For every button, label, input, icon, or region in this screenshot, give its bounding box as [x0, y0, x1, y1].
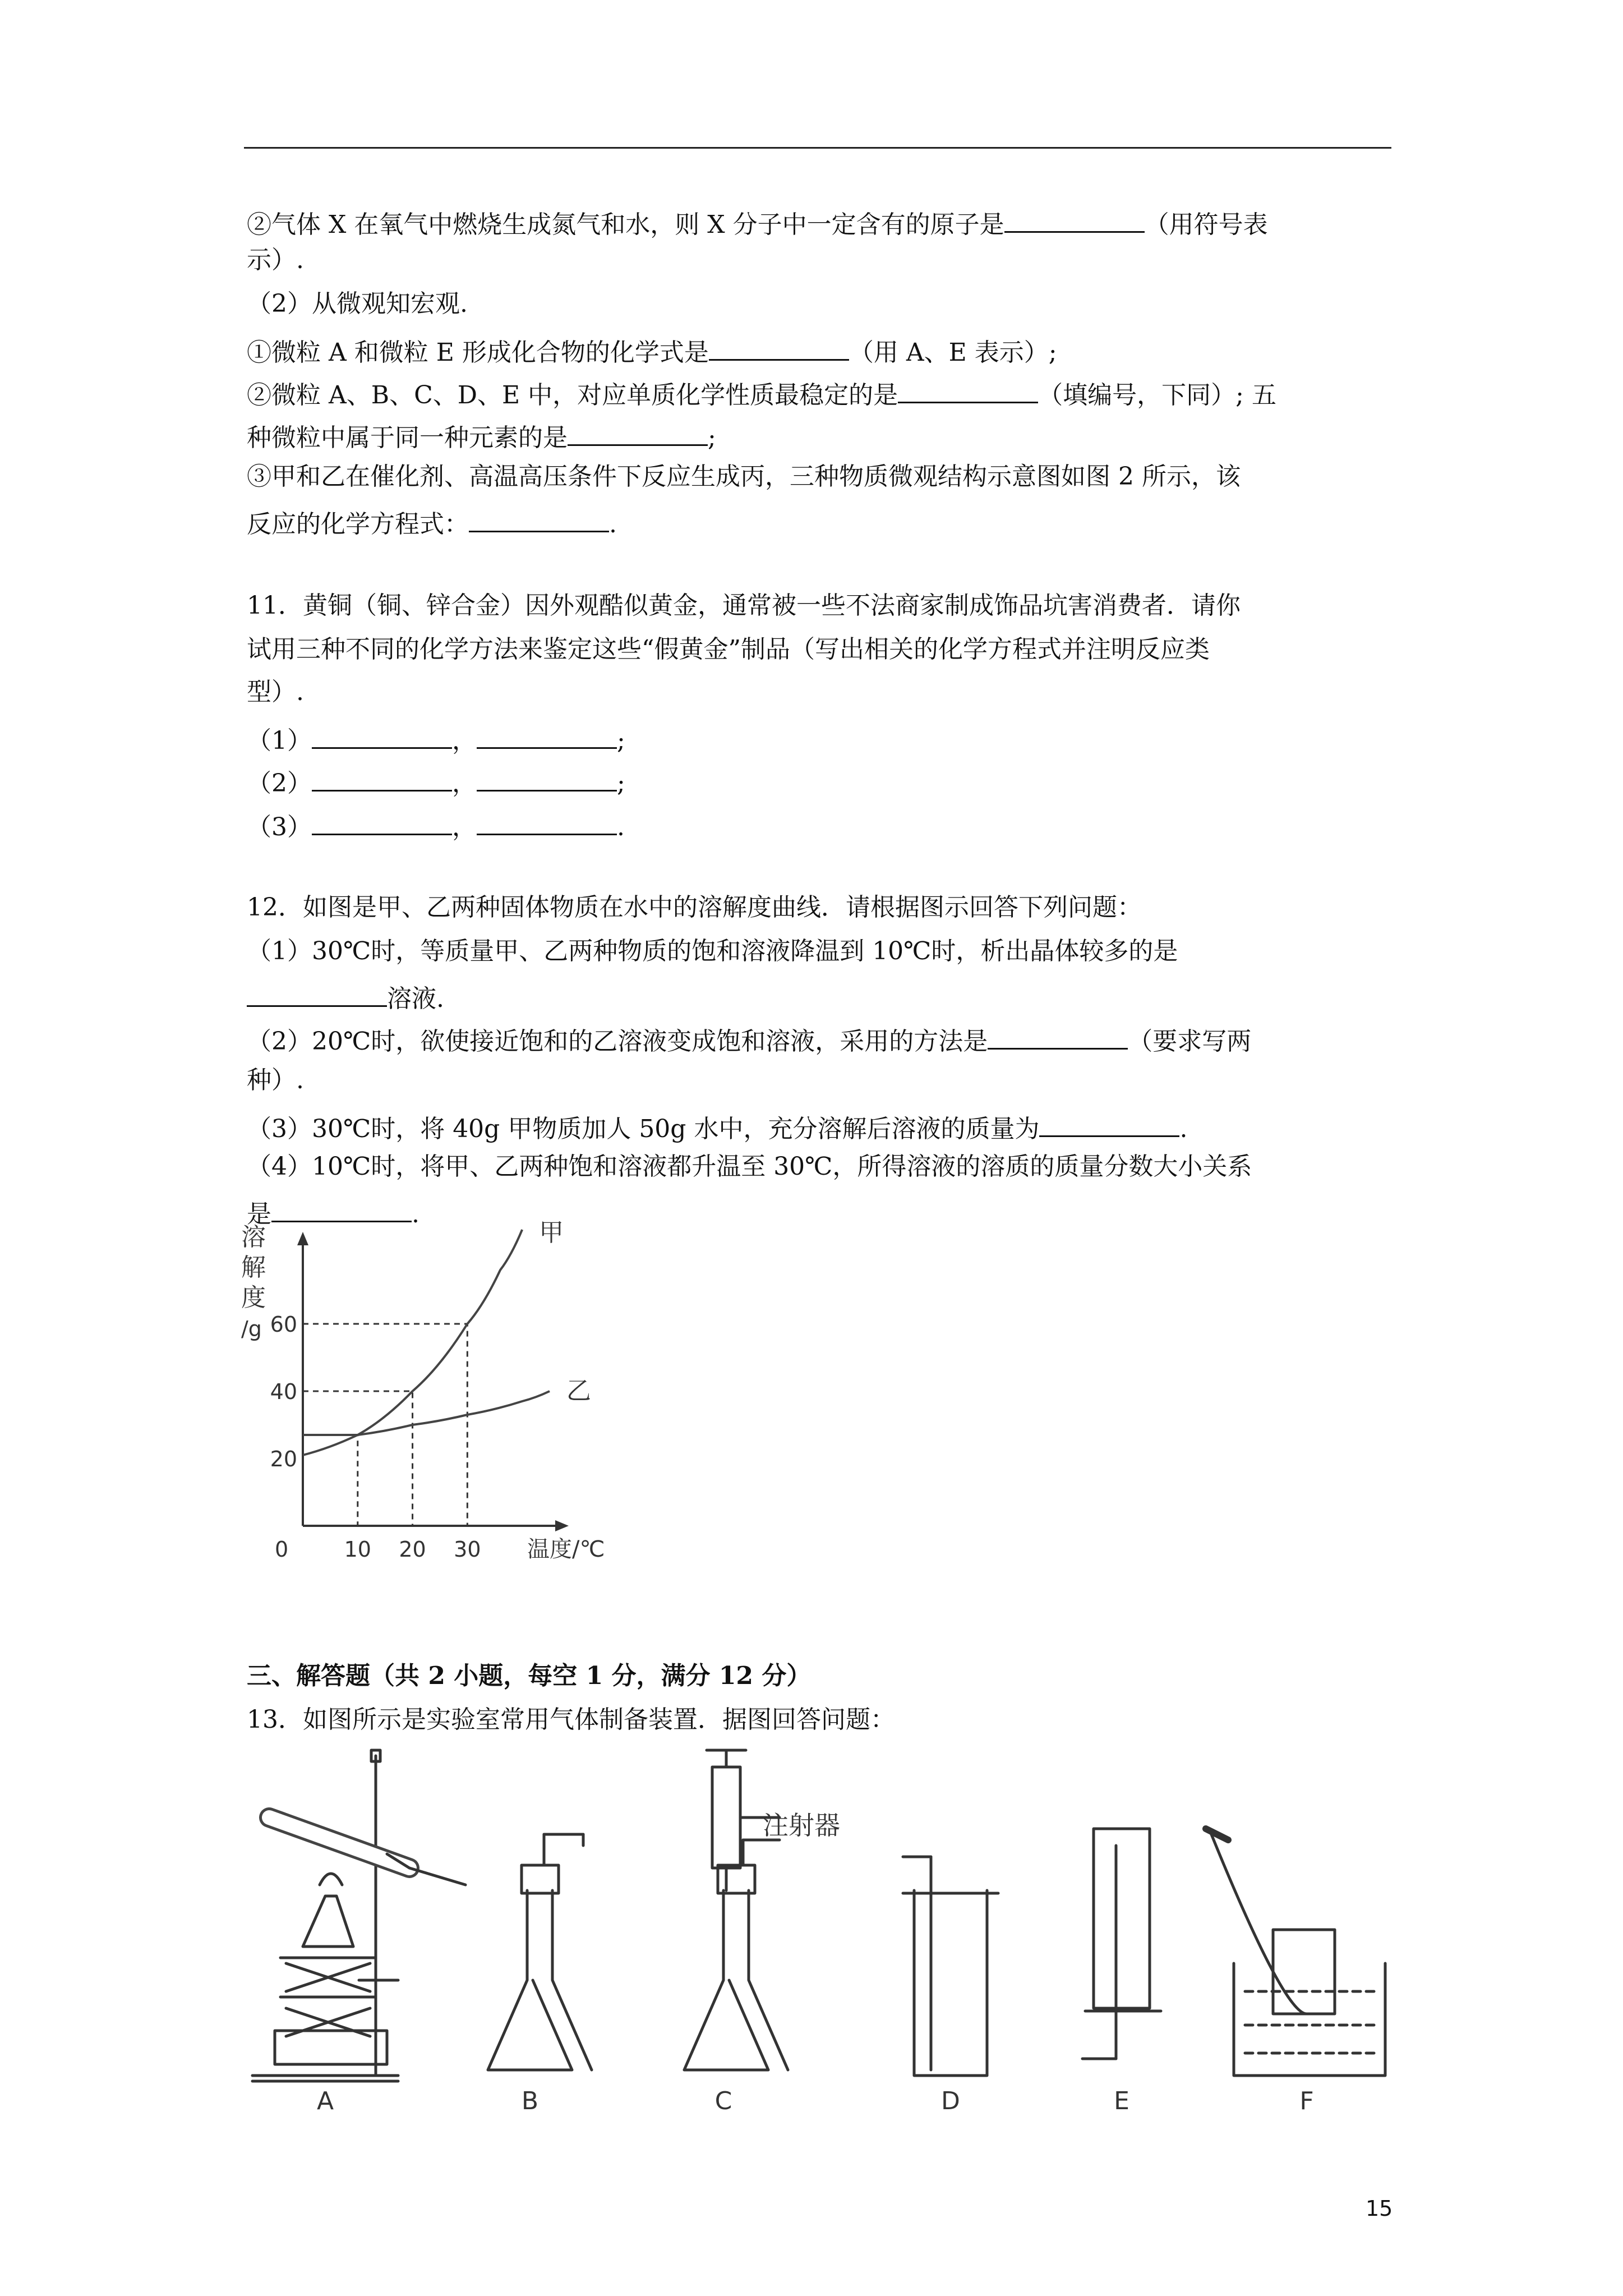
q10-line-7: ③甲和乙在催化剂、高温高压条件下反应生成丙，三种物质微观结构示意图如图 2 所示，该 [247, 462, 1241, 491]
answer-blank[interactable] [898, 374, 1038, 403]
q10-line-6: 种微粒中属于同一种元素的是 ; [247, 416, 716, 455]
y-tick-label: 60 [270, 1312, 297, 1337]
q11-answer-1: （1） ， ; [247, 719, 625, 758]
q11-answer-3: （3） ， . [247, 806, 625, 844]
answer-blank[interactable] [477, 806, 617, 835]
answer-blank[interactable] [477, 719, 617, 749]
apparatus-label-c: C [714, 2087, 732, 2115]
apparatus-f [1206, 1829, 1385, 2076]
x-axis-arrow [555, 1520, 569, 1531]
q10-line-8: 反应的化学方程式： . [247, 503, 617, 541]
answer-blank[interactable] [1039, 1107, 1179, 1137]
apparatus-c [684, 1750, 788, 2070]
guide-line [303, 1435, 358, 1526]
q12-part2-line-2: 种）. [247, 1066, 304, 1094]
guide-line [303, 1324, 467, 1526]
apparatus-label-f: F [1299, 2087, 1314, 2115]
answer-blank[interactable] [247, 977, 387, 1007]
apparatus-label-b: B [521, 2087, 539, 2115]
q10-line-1: ②气体 X 在氧气中燃烧生成氮气和水，则 X 分子中一定含有的原子是 （用符号表 [247, 203, 1268, 242]
series-label: 乙 [566, 1377, 591, 1405]
q10-line-2: 示）. [247, 246, 304, 274]
answer-blank[interactable] [469, 503, 609, 532]
apparatus-figure [241, 1745, 1385, 2115]
y-axis-unit: /g [241, 1317, 262, 1341]
apparatus-b [488, 1834, 592, 2070]
y-axis-label-char: 溶 [241, 1223, 266, 1251]
q12-part2-line-1: （2）20℃时，欲使接近饱和的乙溶液变成饱和溶液，采用的方法是 （要求写两 [247, 1020, 1251, 1059]
answer-blank[interactable] [988, 1020, 1128, 1050]
q11-line-1: 11．黄铜（铜、锌合金）因外观酷似黄金，通常被一些不法商家制成饰品坑害消费者．请你 [247, 591, 1241, 620]
origin-label: 0 [275, 1537, 289, 1562]
answer-blank[interactable] [312, 719, 452, 749]
answer-blank[interactable] [312, 762, 452, 792]
answer-blank[interactable] [568, 416, 708, 446]
answer-blank[interactable] [1004, 203, 1145, 233]
x-tick-label: 30 [454, 1537, 481, 1562]
header-rule [244, 147, 1391, 149]
apparatus-label-e: E [1114, 2087, 1129, 2115]
q11-line-3: 型）. [247, 678, 304, 706]
apparatus-label-a: A [316, 2087, 334, 2115]
x-axis-label: 温度/℃ [527, 1536, 605, 1562]
apparatus-a [252, 1750, 465, 2081]
y-axis-label-char: 解 [241, 1253, 266, 1282]
q12-part1-line-2: 溶液. [247, 977, 444, 1016]
q12-part1-line-1: （1）30℃时，等质量甲、乙两种物质的饱和溶液降温到 10℃时，析出晶体较多的是 [247, 937, 1178, 965]
q12-line-1: 12．如图是甲、乙两种固体物质在水中的溶解度曲线．请根据图示回答下列问题： [247, 893, 1142, 922]
q10-line-5: ②微粒 A、B、C、D、E 中，对应单质化学性质最稳定的是 （填编号，下同）; 五 [247, 374, 1276, 412]
answer-blank[interactable] [477, 762, 617, 792]
solubility-chart [236, 1218, 605, 1571]
apparatus-label-d: D [941, 2087, 960, 2115]
q10-part2-heading: （2）从微观知宏观. [247, 289, 468, 318]
series-label: 甲 [539, 1218, 564, 1247]
apparatus-e [1082, 1829, 1161, 2059]
y-axis-label-char: 度 [241, 1283, 266, 1312]
x-tick-label: 20 [399, 1537, 426, 1562]
y-tick-label: 40 [270, 1379, 297, 1404]
x-tick-label: 10 [344, 1537, 371, 1562]
q10-line-4: ①微粒 A 和微粒 E 形成化合物的化学式是 （用 A、E 表示）; [247, 331, 1057, 370]
y-axis-arrow [297, 1232, 308, 1245]
series-line-jia [303, 1230, 522, 1455]
q11-answer-2: （2） ， ; [247, 762, 625, 800]
q11-line-2: 试用三种不同的化学方法来鉴定这些“假黄金”制品（写出相关的化学方程式并注明反应类 [247, 635, 1210, 664]
page-number: 15 [1366, 2196, 1393, 2221]
apparatus-d [903, 1857, 998, 2076]
answer-blank[interactable] [271, 1193, 412, 1222]
answer-blank[interactable] [312, 806, 452, 835]
answer-blank[interactable] [709, 331, 849, 361]
section-3-heading: 三、解答题（共 2 小题，每空 1 分，满分 12 分） [247, 1662, 811, 1690]
syringe-label: 注射器 [763, 1810, 840, 1841]
q12-part3: （3）30℃时，将 40g 甲物质加人 50g 水中，充分溶解后溶液的质量为 . [247, 1107, 1187, 1146]
q13-line-1: 13．如图所示是实验室常用气体制备装置．据图回答问题： [247, 1705, 895, 1734]
q12-part4-line-1: （4）10℃时，将甲、乙两种饱和溶液都升温至 30℃，所得溶液的溶质的质量分数大小关系 [247, 1152, 1252, 1181]
series-line-yi [303, 1391, 550, 1435]
y-tick-label: 20 [270, 1447, 297, 1471]
q12-part4-line-2: 是 . [247, 1193, 419, 1231]
